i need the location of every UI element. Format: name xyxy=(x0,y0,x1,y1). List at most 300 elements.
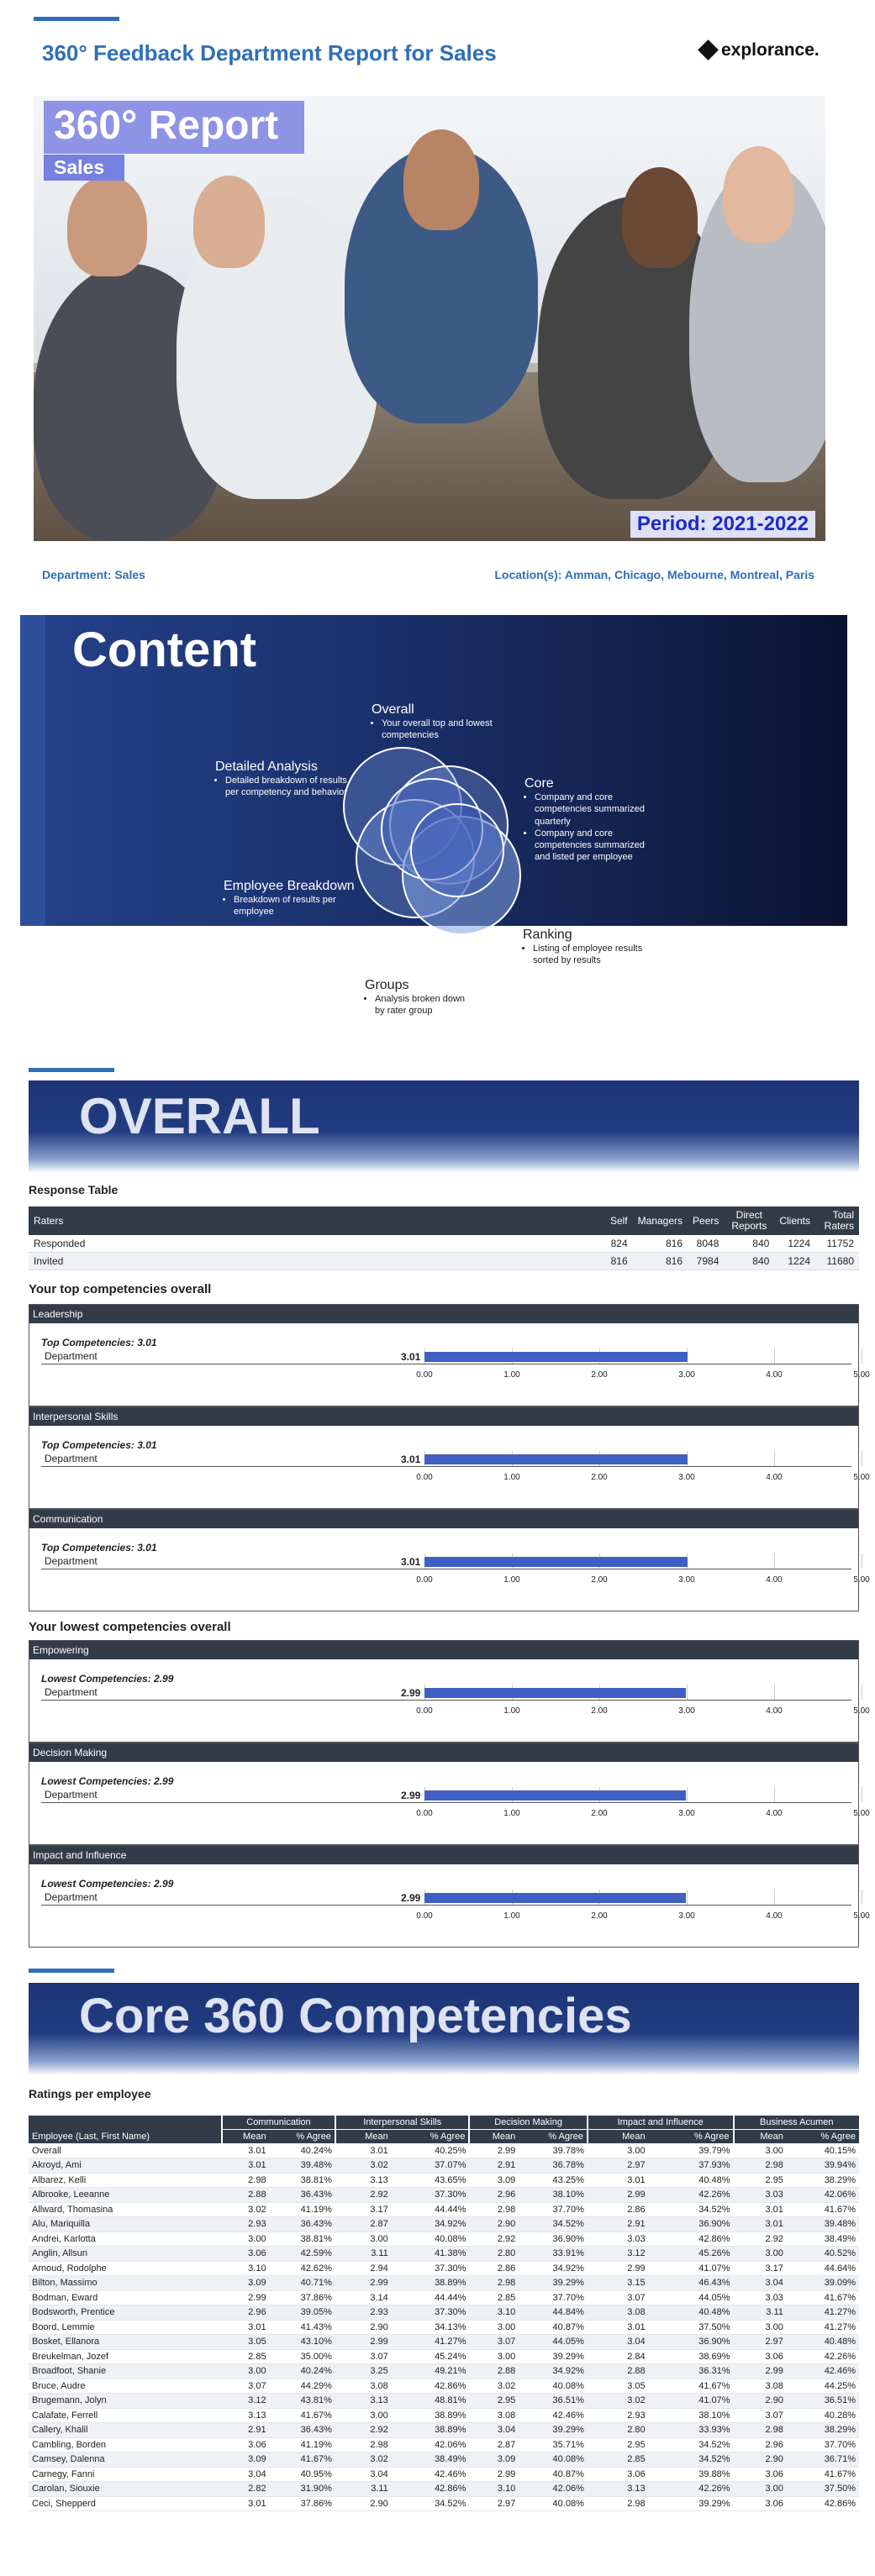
chart-value-label: 2.99 xyxy=(401,1790,421,1801)
chart-bar xyxy=(424,1790,686,1801)
table-cell: 36.78% xyxy=(519,2158,588,2174)
table-cell: 39.29% xyxy=(519,2349,588,2364)
table-cell: 34.52% xyxy=(649,2437,734,2452)
table-row xyxy=(29,2423,859,2438)
table-row xyxy=(29,2247,859,2262)
table-cell: 41.38% xyxy=(392,2247,470,2262)
table-cell: Calafate, Ferrell xyxy=(29,2408,222,2423)
chart-tick-label: 1.00 xyxy=(503,1575,520,1585)
table-cell: 3.01 xyxy=(222,2158,270,2174)
table-row xyxy=(29,2276,859,2291)
table-row xyxy=(29,2349,859,2364)
table-cell: 7984 xyxy=(688,1253,724,1270)
table-cell: 2.98 xyxy=(588,2496,649,2511)
table-cell: 2.91 xyxy=(222,2423,270,2438)
column-header: Clients xyxy=(774,1207,815,1235)
table-cell: 3.09 xyxy=(222,2276,270,2291)
table-cell: 37.07% xyxy=(392,2158,470,2174)
lowest-competencies-label: Your lowest competencies overall xyxy=(29,1620,231,1634)
table-cell: 40.15% xyxy=(787,2143,859,2158)
department-label: Department: Sales xyxy=(42,568,145,581)
table-cell: 34.92% xyxy=(519,2364,588,2379)
table-cell: 45.24% xyxy=(392,2349,470,2364)
table-cell: 3.13 xyxy=(588,2482,649,2497)
table-cell: 3.07 xyxy=(588,2290,649,2305)
table-cell: 2.84 xyxy=(588,2349,649,2364)
table-cell: Camsey, Dalenna xyxy=(29,2452,222,2468)
table-cell: 2.93 xyxy=(588,2408,649,2423)
chart-row-label: Department xyxy=(45,1789,98,1801)
column-group-header: Communication xyxy=(222,2116,335,2130)
chart-tick-label: 2.00 xyxy=(591,1370,608,1380)
table-cell: 2.93 xyxy=(335,2305,392,2321)
ratings-group-header xyxy=(29,2116,859,2130)
competency-card xyxy=(29,1743,870,1845)
table-cell: Albrooke, Leeanne xyxy=(29,2188,222,2203)
competency-caption: Top Competencies: 3.01 xyxy=(41,1337,157,1348)
table-cell: 3.05 xyxy=(222,2335,270,2350)
table-cell: 41.67% xyxy=(787,2202,859,2217)
table-cell: 43.25% xyxy=(519,2173,588,2188)
table-cell: 41.19% xyxy=(270,2437,335,2452)
table-cell: 36.71% xyxy=(787,2452,859,2468)
table-cell: Akroyd, Ami xyxy=(29,2158,222,2174)
column-header: % Agree xyxy=(787,2130,859,2144)
table-cell: 34.52% xyxy=(392,2496,470,2511)
chart-value-label: 3.01 xyxy=(401,1556,421,1568)
column-header: Managers xyxy=(633,1207,688,1235)
table-cell: 2.95 xyxy=(734,2173,787,2188)
table-cell: 37.86% xyxy=(270,2496,335,2511)
chart-row-label: Department xyxy=(45,1453,98,1464)
chart-tick-label: 2.00 xyxy=(591,1809,608,1818)
table-cell: 2.80 xyxy=(469,2247,519,2262)
table-cell: 2.90 xyxy=(734,2452,787,2468)
table-cell: 2.99 xyxy=(335,2276,392,2291)
table-cell: 37.50% xyxy=(787,2482,859,2497)
competency-caption: Top Competencies: 3.01 xyxy=(41,1542,157,1553)
table-cell: 3.04 xyxy=(734,2276,787,2291)
chart-tick-label: 3.00 xyxy=(678,1473,695,1482)
chart-row-label: Department xyxy=(45,1686,98,1698)
column-header: Mean xyxy=(734,2130,787,2144)
content-item-heading: Core xyxy=(524,776,554,791)
table-cell: 2.98 xyxy=(469,2202,519,2217)
table-cell: 1224 xyxy=(774,1235,815,1253)
table-cell: Alu, Mariquilla xyxy=(29,2217,222,2232)
table-cell: 3.00 xyxy=(222,2232,270,2247)
chart-tick-label: 2.00 xyxy=(591,1706,608,1716)
chart-axis-line xyxy=(41,1905,851,1906)
table-cell: 2.98 xyxy=(335,2437,392,2452)
table-cell: 40.71% xyxy=(270,2276,335,2291)
table-cell: 2.86 xyxy=(469,2261,519,2276)
table-cell: 2.86 xyxy=(588,2202,649,2217)
table-cell: 48.81% xyxy=(392,2394,470,2409)
column-group-header: Business Acumen xyxy=(734,2116,859,2130)
hero-face-4 xyxy=(622,167,698,268)
table-cell: 2.91 xyxy=(469,2158,519,2174)
table-cell: 39.48% xyxy=(787,2217,859,2232)
table-cell: Carolan, Siouxie xyxy=(29,2482,222,2497)
table-cell: 42.26% xyxy=(787,2349,859,2364)
table-cell: Boord, Lemmie xyxy=(29,2320,222,2335)
table-cell: 3.00 xyxy=(335,2408,392,2423)
chart-row-label: Department xyxy=(45,1350,98,1362)
table-row xyxy=(29,2188,859,2203)
table-cell: 45.26% xyxy=(649,2247,734,2262)
table-cell: 2.99 xyxy=(588,2261,649,2276)
competency-chart xyxy=(29,1864,870,1947)
table-cell: 40.95% xyxy=(270,2467,335,2482)
table-cell: 39.29% xyxy=(649,2496,734,2511)
table-row xyxy=(29,2364,859,2379)
table-cell: 37.50% xyxy=(649,2320,734,2335)
table-cell: 840 xyxy=(724,1253,774,1270)
chart-tick-label: 5.00 xyxy=(853,1575,870,1585)
table-cell: 3.03 xyxy=(588,2232,649,2247)
content-item-overall xyxy=(372,702,498,742)
content-title: Content xyxy=(72,623,257,677)
table-cell: 3.04 xyxy=(469,2423,519,2438)
table-cell: 34.92% xyxy=(519,2261,588,2276)
column-group-header: Decision Making xyxy=(469,2116,587,2130)
table-cell: 3.10 xyxy=(469,2482,519,2497)
logo-mark-icon xyxy=(699,41,718,60)
table-cell: 2.85 xyxy=(469,2290,519,2305)
table-cell: Broadfoot, Shanie xyxy=(29,2364,222,2379)
table-cell: 3.01 xyxy=(734,2217,787,2232)
table-cell: 34.92% xyxy=(392,2217,470,2232)
table-cell: 38.89% xyxy=(392,2276,470,2291)
table-cell: 2.99 xyxy=(734,2364,787,2379)
table-cell: 3.09 xyxy=(469,2173,519,2188)
table-cell: 41.27% xyxy=(787,2320,859,2335)
table-cell: 2.92 xyxy=(734,2232,787,2247)
table-cell: 41.07% xyxy=(649,2394,734,2409)
hero-face-3 xyxy=(403,129,479,230)
chart-tick-label: 5.00 xyxy=(853,1370,870,1380)
table-cell: 34.52% xyxy=(519,2217,588,2232)
table-cell: 3.05 xyxy=(588,2379,649,2394)
table-row xyxy=(29,2217,859,2232)
table-cell: 3.02 xyxy=(222,2202,270,2217)
table-cell: 39.05% xyxy=(270,2305,335,2321)
table-cell: 3.01 xyxy=(734,2202,787,2217)
chart-gridline xyxy=(774,1553,775,1569)
table-cell: 39.48% xyxy=(270,2158,335,2174)
content-item-heading: Employee Breakdown xyxy=(224,879,355,893)
table-row xyxy=(29,2394,859,2409)
table-cell: 2.97 xyxy=(734,2335,787,2350)
table-cell: Albarez, Kelli xyxy=(29,2173,222,2188)
table-cell: 34.13% xyxy=(392,2320,470,2335)
chart-tick-label: 1.00 xyxy=(503,1911,520,1921)
chart-bar xyxy=(424,1557,688,1567)
chart-value-label: 2.99 xyxy=(401,1687,421,1699)
table-cell: 3.03 xyxy=(734,2188,787,2203)
chart-tick-label: 5.00 xyxy=(853,1706,870,1716)
table-cell: 2.92 xyxy=(335,2423,392,2438)
column-header: Direct Reports xyxy=(724,1207,774,1235)
table-cell: 37.30% xyxy=(392,2188,470,2203)
table-cell: 3.01 xyxy=(222,2320,270,2335)
table-row xyxy=(29,2143,859,2158)
competency-name: Communication xyxy=(29,1510,858,1528)
hero-photo xyxy=(34,96,825,541)
chart-axis-line xyxy=(41,1700,851,1701)
chart-tick-label: 5.00 xyxy=(853,1809,870,1818)
table-cell: 39.78% xyxy=(519,2143,588,2158)
content-item-core xyxy=(524,776,651,864)
table-cell: 3.06 xyxy=(222,2247,270,2262)
table-cell: 3.00 xyxy=(222,2364,270,2379)
chart-value-label: 2.99 xyxy=(401,1892,421,1904)
table-cell: 2.92 xyxy=(469,2232,519,2247)
content-item-bullet: • Listing of employee results sorted by results xyxy=(533,943,649,967)
table-cell: 41.27% xyxy=(392,2335,470,2350)
content-item-bullet: • Company and core competencies summarized and listed per employee xyxy=(535,828,651,864)
table-cell: 2.90 xyxy=(734,2394,787,2409)
chart-tick-label: 4.00 xyxy=(766,1370,783,1380)
chart-bar xyxy=(424,1893,686,1903)
table-cell: 40.48% xyxy=(649,2173,734,2188)
table-cell: 2.96 xyxy=(222,2305,270,2321)
table-cell: 38.49% xyxy=(787,2232,859,2247)
table-cell: Cambling, Borden xyxy=(29,2437,222,2452)
table-cell: 41.19% xyxy=(270,2202,335,2217)
table-cell: 3.25 xyxy=(335,2364,392,2379)
response-table-row xyxy=(29,1253,859,1270)
table-row xyxy=(29,2173,859,2188)
table-cell: 824 xyxy=(605,1235,633,1253)
table-cell: 42.26% xyxy=(649,2482,734,2497)
table-cell: 39.94% xyxy=(787,2158,859,2174)
table-cell: 40.08% xyxy=(392,2232,470,2247)
table-row xyxy=(29,2232,859,2247)
ratings-table xyxy=(29,2116,859,2511)
table-cell: 3.08 xyxy=(335,2379,392,2394)
table-cell: 35.00% xyxy=(270,2349,335,2364)
table-cell: 3.17 xyxy=(335,2202,392,2217)
table-row xyxy=(29,2482,859,2497)
ratings-sub-header xyxy=(29,2130,859,2144)
table-cell: 3.09 xyxy=(222,2452,270,2468)
content-slide xyxy=(20,615,847,1017)
table-cell: 3.06 xyxy=(588,2467,649,2482)
chart-bar xyxy=(424,1352,688,1362)
response-table-header xyxy=(29,1207,859,1235)
table-cell: 3.02 xyxy=(469,2379,519,2394)
table-cell: 36.31% xyxy=(649,2364,734,2379)
table-cell: 37.86% xyxy=(270,2290,335,2305)
table-cell: 41.67% xyxy=(787,2467,859,2482)
table-cell: 2.92 xyxy=(335,2188,392,2203)
core-accent-bar xyxy=(29,1969,114,1973)
table-cell: 3.11 xyxy=(335,2482,392,2497)
column-header: % Agree xyxy=(519,2130,588,2144)
column-header: Mean xyxy=(335,2130,392,2144)
table-row xyxy=(29,2452,859,2468)
column-header: % Agree xyxy=(649,2130,734,2144)
hero-title: 360° Report xyxy=(44,101,304,154)
content-item-bullet: • Your overall top and lowest competencies xyxy=(382,718,498,742)
content-item-heading: Groups xyxy=(365,978,409,992)
table-cell: 3.07 xyxy=(469,2335,519,2350)
overall-banner-title: OVERALL xyxy=(79,1088,320,1144)
table-cell: 44.44% xyxy=(392,2290,470,2305)
table-cell: 38.69% xyxy=(649,2349,734,2364)
table-cell: 3.00 xyxy=(734,2320,787,2335)
chart-tick-label: 3.00 xyxy=(678,1706,695,1716)
table-cell: 2.91 xyxy=(588,2217,649,2232)
table-cell: 3.04 xyxy=(588,2335,649,2350)
chart-tick-label: 4.00 xyxy=(766,1575,783,1585)
table-cell: 40.08% xyxy=(519,2452,588,2468)
chart-gridline xyxy=(774,1787,775,1802)
table-cell: 2.93 xyxy=(222,2217,270,2232)
competency-card xyxy=(29,1640,870,1743)
table-cell: 44.44% xyxy=(392,2202,470,2217)
table-cell: 3.08 xyxy=(734,2379,787,2394)
table-cell: 38.81% xyxy=(270,2232,335,2247)
table-cell: 41.67% xyxy=(787,2290,859,2305)
column-header: Peers xyxy=(688,1207,724,1235)
competency-caption: Lowest Competencies: 2.99 xyxy=(41,1775,174,1787)
table-cell: 31.90% xyxy=(270,2482,335,2497)
competency-chart xyxy=(29,1659,870,1742)
table-cell: 42.06% xyxy=(519,2482,588,2497)
table-cell: Bilton, Massimo xyxy=(29,2276,222,2291)
table-cell: 3.10 xyxy=(222,2261,270,2276)
table-cell: 36.43% xyxy=(270,2217,335,2232)
content-item-bullet: • Analysis broken down by rater group xyxy=(375,993,474,1017)
table-cell: 3.06 xyxy=(734,2467,787,2482)
table-cell: 37.30% xyxy=(392,2305,470,2321)
chart-tick-label: 3.00 xyxy=(678,1575,695,1585)
table-cell: Callery, Khalil xyxy=(29,2423,222,2438)
table-cell: 36.43% xyxy=(270,2188,335,2203)
content-item-heading: Overall xyxy=(372,702,414,717)
chart-tick-label: 1.00 xyxy=(503,1370,520,1380)
table-cell: 41.43% xyxy=(270,2320,335,2335)
table-row xyxy=(29,2320,859,2335)
column-header: Mean xyxy=(469,2130,519,2144)
table-cell: 2.99 xyxy=(222,2290,270,2305)
venn-diagram xyxy=(20,615,847,1035)
competency-chart xyxy=(29,1323,870,1406)
chart-tick-label: 1.00 xyxy=(503,1809,520,1818)
table-cell: 2.95 xyxy=(469,2394,519,2409)
table-cell: 46.43% xyxy=(649,2276,734,2291)
chart-tick-label: 1.00 xyxy=(503,1706,520,1716)
table-cell: 2.82 xyxy=(222,2482,270,2497)
table-cell: 38.89% xyxy=(392,2423,470,2438)
chart-tick-label: 3.00 xyxy=(678,1809,695,1818)
chart-tick-label: 1.00 xyxy=(503,1473,520,1482)
table-cell: 44.25% xyxy=(787,2379,859,2394)
content-item-bullet: • Company and core competencies summarized quarterly xyxy=(535,791,651,828)
table-cell: 44.29% xyxy=(270,2379,335,2394)
chart-tick-label: 0.00 xyxy=(416,1575,433,1585)
chart-tick-label: 0.00 xyxy=(416,1809,433,1818)
table-row xyxy=(29,2202,859,2217)
competency-card xyxy=(29,1406,870,1509)
table-cell: 37.30% xyxy=(392,2261,470,2276)
chart-gridline xyxy=(687,1787,688,1802)
chart-tick-label: 4.00 xyxy=(766,1706,783,1716)
hero-face-5 xyxy=(723,146,794,243)
table-cell: 3.06 xyxy=(734,2496,787,2511)
table-cell: 44.64% xyxy=(787,2261,859,2276)
table-cell: 39.29% xyxy=(519,2276,588,2291)
table-cell: 41.67% xyxy=(270,2452,335,2468)
table-row xyxy=(29,2408,859,2423)
table-cell: 3.07 xyxy=(335,2349,392,2364)
response-table-label: Response Table xyxy=(29,1183,119,1196)
content-item-heading: Detailed Analysis xyxy=(215,760,318,774)
core-banner xyxy=(29,1983,859,2075)
table-cell: 3.01 xyxy=(222,2496,270,2511)
table-cell: Bruce, Audre xyxy=(29,2379,222,2394)
table-cell: 2.99 xyxy=(469,2143,519,2158)
table-cell: 38.10% xyxy=(519,2188,588,2203)
chart-axis-line xyxy=(41,1802,851,1803)
table-cell: 2.85 xyxy=(588,2452,649,2468)
chart-gridline xyxy=(774,1890,775,1905)
table-cell: 3.07 xyxy=(734,2408,787,2423)
table-cell: 3.13 xyxy=(222,2408,270,2423)
table-cell: 38.29% xyxy=(787,2173,859,2188)
table-cell: 36.51% xyxy=(519,2394,588,2409)
chart-gridline xyxy=(774,1451,775,1466)
chart-axis-line xyxy=(41,1466,851,1467)
table-cell: 42.86% xyxy=(649,2232,734,2247)
table-cell: 42.26% xyxy=(649,2188,734,2203)
table-cell: 3.00 xyxy=(734,2247,787,2262)
table-cell: 816 xyxy=(633,1235,688,1253)
table-cell: 36.90% xyxy=(649,2335,734,2350)
table-cell: 3.00 xyxy=(335,2232,392,2247)
table-cell: 40.87% xyxy=(519,2320,588,2335)
table-cell: 816 xyxy=(633,1253,688,1270)
header-accent-bar xyxy=(34,17,119,21)
chart-tick-label: 0.00 xyxy=(416,1706,433,1716)
competency-name: Decision Making xyxy=(29,1743,858,1762)
table-cell: 2.99 xyxy=(588,2188,649,2203)
table-cell: 42.06% xyxy=(392,2437,470,2452)
chart-tick-label: 0.00 xyxy=(416,1473,433,1482)
table-cell: 3.01 xyxy=(335,2143,392,2158)
table-cell: Andrei, Karlotta xyxy=(29,2232,222,2247)
column-header: % Agree xyxy=(392,2130,470,2144)
table-row xyxy=(29,2158,859,2174)
column-header: Mean xyxy=(222,2130,270,2144)
table-cell: 40.08% xyxy=(519,2379,588,2394)
table-cell: Allward, Thomasina xyxy=(29,2202,222,2217)
chart-row-label: Department xyxy=(45,1891,98,1903)
table-cell: 42.59% xyxy=(270,2247,335,2262)
chart-gridline xyxy=(687,1685,688,1700)
table-cell: 49.21% xyxy=(392,2364,470,2379)
table-cell: 37.70% xyxy=(519,2202,588,2217)
explorance-logo xyxy=(699,40,820,60)
table-cell: 41.67% xyxy=(649,2379,734,2394)
table-cell: 2.80 xyxy=(588,2423,649,2438)
table-cell: 816 xyxy=(605,1253,633,1270)
table-cell: 3.10 xyxy=(469,2305,519,2321)
table-cell: Bosket, Ellanora xyxy=(29,2335,222,2350)
